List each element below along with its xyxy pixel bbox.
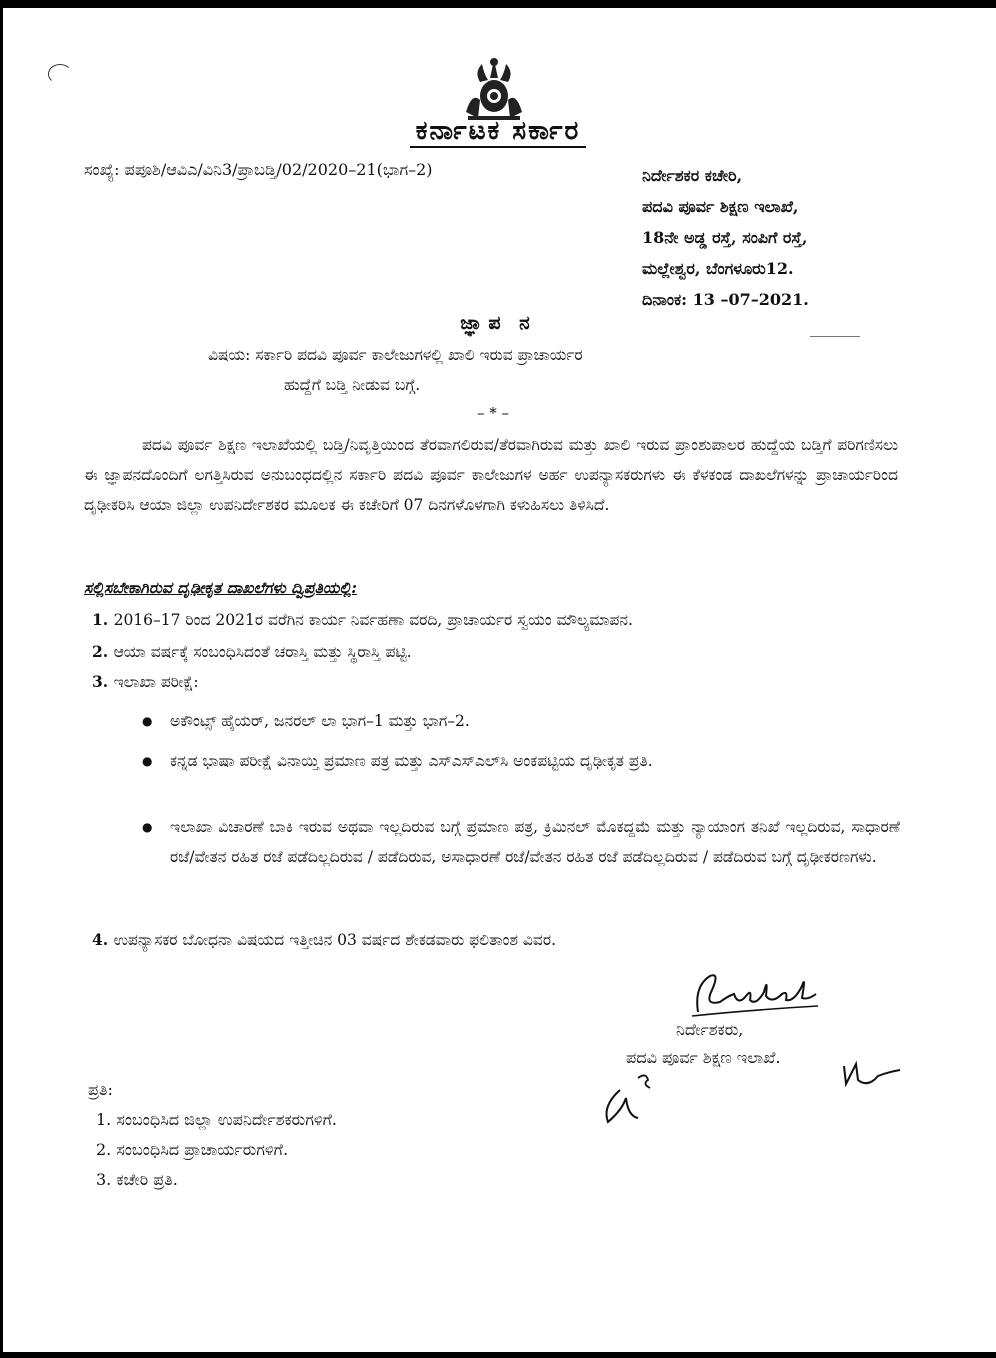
address-line: ಮಲ್ಲೇಶ್ವರ, ಬೆಂಗಳೂರು12. — [642, 259, 794, 278]
scan-top-border — [0, 0, 996, 8]
office-address — [642, 160, 809, 315]
date-line: ದಿನಾಂಕ: 13 –07–2021. — [642, 290, 809, 309]
copy-item-2: 2. ಸಂಬಂಧಿಸಿದ ಪ್ರಾಚಾರ್ಯರುಗಳಿಗೆ. — [96, 1140, 289, 1159]
enclosure-item-3: 3. ಇಲಾಖಾ ಪರೀಕ್ಷೆ: — [92, 672, 199, 691]
enclosures-heading: ಸಲ್ಲಿಸಬೇಕಾಗಿರುವ ದೃಢೀಕೃತ ದಾಖಲೆಗಳು ದ್ವಿಪ್ರತಿಯಲ್ಲಿ: — [84, 578, 357, 597]
government-title: ಕರ್ನಾಟಕ ಸರ್ಕಾರ — [0, 116, 996, 147]
memo-body: ಪದವಿ ಪೂರ್ವ ಶಿಕ್ಷಣ ಇಲಾಖೆಯಲ್ಲಿ ಬಡ್ತಿ/ನಿವೃತ್ತಿಯಿಂದ ತೆರವಾಗಲಿರುವ/ತೆರವಾಗಿರುವ ಮತ್ತು ಖಾಲಿ ಇರುವ ಪ್ರಾಂಶುಪಾಲರ ಹುದ್ದೆಯ ಬಡ್ತಿಗೆ ಪರಿಗಣಿಸಲು ಈ ಜ್ಞಾಪನದೊಂದಿಗೆ ಲಗತ್ತಿಸಿರುವ ಅನುಬಂಧದಲ್ಲಿನ ಸರ್ಕಾರಿ ಪದವಿ ಪೂರ್ವ ಕಾಲೇಜುಗಳ ಅರ್ಹ ಉಪನ್ಯಾಸಕರುಗಳು ಈ ಕೆಳಕಂಡ ದಾಖಲೆಗಳನ್ನು ಪ್ರಾಚಾರ್ಯರಿಂದ ದೃಢೀಕರಿಸಿ ಆಯಾ ಜಿಲ್ಲಾ ಉಪನಿರ್ದೇಶಕರ ಮೂಲಕ ಈ ಕಚೇರಿಗೆ 07 ದಿನಗಳೊಳಗಾಗಿ ಕಳುಹಿಸಲು ತಿಳಿಸಿದೆ. — [84, 436, 898, 514]
handwritten-initial — [598, 1070, 668, 1126]
address-line: ಪದವಿ ಪೂರ್ವ ಶಿಕ್ಷಣ ಇಲಾಖೆ, — [642, 197, 799, 216]
signer-designation: ನಿರ್ದೇಶಕರು, — [676, 1020, 744, 1039]
address-line: ನಿರ್ದೇಶಕರ ಕಚೇರಿ, — [642, 166, 743, 185]
bullet-item-2: ● ಕನ್ನಡ ಭಾಷಾ ಪರೀಕ್ಷೆ ವಿನಾಯ್ತಿ ಪ್ರಮಾಣ ಪತ್ರ ಮತ್ತು ಎಸ್‌ಎಸ್‌ಎಲ್‌ಸಿ ಅಂಕಪಟ್ಟಿಯ ದೃಢೀಕೃತ ಪ್ರತಿ. — [170, 746, 900, 776]
scan-left-border — [0, 0, 3, 1358]
handwritten-initial — [838, 1058, 904, 1092]
enclosure-item-1: 1. 2016–17 ರಿಂದ 2021ರ ವರೆಗಿನ ಕಾರ್ಯ ನಿರ್ವಹಣಾ ವರದಿ, ಪ್ರಾಚಾರ್ಯರ ಸ್ವಯಂ ಮೌಲ್ಯಮಾಪನ. — [92, 610, 633, 629]
bullet-item-3: ● ಇಲಾಖಾ ವಿಚಾರಣೆ ಬಾಕಿ ಇರುವ ಅಥವಾ ಇಲ್ಲದಿರುವ ಬಗ್ಗೆ ಪ್ರಮಾಣ ಪತ್ರ, ಕ್ರಿಮಿನಲ್ ಮೊಕದ್ದಮೆ ಮತ್ತು ನ್ಯಾಯಾಂಗ ತನಿಖೆ ಇಲ್ಲದಿರುವ, ಸಾಧಾರಣೆ ರಜೆ/ವೇತನ ರಹಿತ ರಜೆ ಪಡೆದಿಲ್ಲದಿರುವ / ಪಡೆದಿರುವ, ಅಸಾಧಾರಣೆ ರಜೆ/ವೇತನ ರಹಿತ ರಜೆ ಪಡೆದಿಲ್ಲದಿರುವ / ಪಡೆದಿರುವ ಬಗ್ಗೆ ದೃಢೀಕರಣಗಳು. — [170, 812, 900, 872]
scan-mark — [48, 64, 72, 84]
item-number: 1. — [92, 610, 114, 629]
subject-line-1: ವಿಷಯ: ಸರ್ಕಾರಿ ಪದವಿ ಪೂರ್ವ ಕಾಲೇಜುಗಳಲ್ಲಿ ಖಾಲಿ ಇರುವ ಪ್ರಾಚಾರ್ಯರ — [208, 346, 583, 364]
address-line: 18ನೇ ಅಡ್ಡ ರಸ್ತೆ, ಸಂಪಿಗೆ ರಸ್ತೆ, — [642, 228, 808, 247]
item-number: 3. — [92, 672, 114, 691]
item-number: 2. — [92, 642, 114, 661]
separator: – * – — [476, 404, 510, 422]
reference-number: ಸಂಖ್ಯೆ: ಪಪೂಶಿ/ಆವಿಎ/ವಿನಿ3/ಪ್ರಾಬಡ್ತಿ/02/2020–21(ಭಾಗ–2) — [84, 160, 433, 179]
copy-item-1: 1. ಸಂಬಂಧಿಸಿದ ಜಿಲ್ಲಾ ಉಪನಿರ್ದೇಶಕರುಗಳಿಗೆ. — [96, 1110, 337, 1129]
state-emblem-icon — [454, 52, 534, 122]
enclosure-item-4: 4. ಉಪನ್ಯಾಸಕರ ಬೋಧನಾ ವಿಷಯದ ಇತ್ತೀಚಿನ 03 ವರ್ಷದ ಶೇಕಡವಾರು ಫಲಿತಾಂಶ ವಿವರ. — [92, 930, 557, 949]
signer-department: ಪದವಿ ಪೂರ್ವ ಶಿಕ್ಷಣ ಇಲಾಖೆ. — [626, 1048, 781, 1067]
pen-stroke — [810, 336, 860, 337]
copy-item-3: 3. ಕಚೇರಿ ಪ್ರತಿ. — [96, 1170, 178, 1189]
scan-bottom-border — [0, 1352, 996, 1358]
memo-title: ಜ್ಞಾಪ ನ — [460, 312, 536, 334]
subject-line-2: ಹುದ್ದೆಗೆ ಬಡ್ತಿ ನೀಡುವ ಬಗ್ಗೆ. — [284, 376, 421, 394]
copy-to-heading: ಪ್ರತಿ: — [88, 1080, 113, 1099]
bullet-item-1: ● ಅಕೌಂಟ್ಸ್ ಹೈಯರ್, ಜನರಲ್ ಲಾ ಭಾಗ–1 ಮತ್ತು ಭಾಗ–2. — [170, 706, 900, 736]
director-signature — [690, 966, 820, 1022]
item-number: 4. — [92, 930, 114, 949]
enclosure-item-2: 2. ಆಯಾ ವರ್ಷಕ್ಕೆ ಸಂಬಂಧಿಸಿದಂತೆ ಚರಾಸ್ತಿ ಮತ್ತು ಸ್ಥಿರಾಸ್ತಿ ಪಟ್ಟಿ. — [92, 642, 412, 661]
